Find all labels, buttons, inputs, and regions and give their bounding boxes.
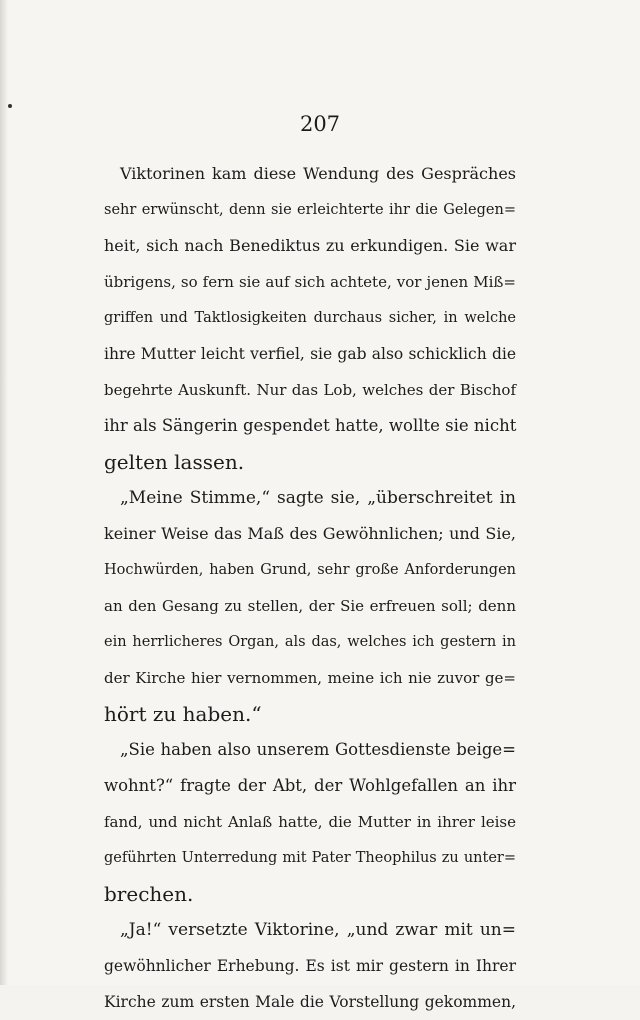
text-line: fand, und nicht Anlaß hatte, die Mutter in ihrer leise [104,813,516,831]
text-line: Viktorinen kam diese Wendung des Gespräches [120,164,516,183]
text-line: heit, sich nach Benediktus zu erkundigen. Sie war [104,236,516,255]
text-line: brechen. [104,882,194,906]
page-number: 207 [299,112,341,136]
text-line: der Kirche hier vernommen, meine ich nie zuvor ge= [104,669,516,687]
text-line: begehrte Auskunft. Nur das Lob, welches der Bischof [104,381,516,399]
text-line: ihre Mutter leicht verfiel, sie gab also schicklich die [104,345,516,363]
text-line: keiner Weise das Maß des Gewöhnlichen; und Sie, [104,524,516,543]
text-line: gewöhnlicher Erhebung. Es ist mir gestern in Ihrer [104,957,516,975]
text-line: „Meine Stimme,“ sagte sie, „überschreitet in [120,488,516,508]
text-line: gelten lassen. [104,450,245,474]
text-line: übrigens, so fern sie auf sich achtete, vor jenen Miß= [104,273,516,291]
body-text [104,156,516,1020]
binding-shadow [0,0,8,985]
text-line: „Sie haben also unserem Gottesdienste beige= [120,740,516,759]
text-line: hört zu haben.“ [104,702,262,726]
text-line: Kirche zum ersten Male die Vorstellung gekommen, [104,993,516,1011]
text-line: wohnt?“ fragte der Abt, der Wohlgefallen an ihr [104,776,516,795]
text-line: ihr als Sängerin gespendet hatte, wollte sie nicht [104,416,517,435]
text-line: „Ja!“ versetzte Viktorine, „und zwar mit un= [120,920,516,940]
ink-speck [8,104,12,108]
text-line: sehr erwünscht, denn sie erleichterte ihr die Gelegen= [104,202,516,218]
text-line: Hochwürden, haben Grund, sehr große Anforderungen [104,562,516,578]
text-line: geführten Unterredung mit Pater Theophilus zu unter= [104,850,516,866]
text-line: an den Gesang zu stellen, der Sie erfreuen soll; denn [104,597,516,615]
text-line: ein herrlicheres Organ, als das, welches ich gestern in [104,634,516,650]
text-line: griffen und Taktlosigkeiten durchaus sicher, in welche [104,310,516,326]
